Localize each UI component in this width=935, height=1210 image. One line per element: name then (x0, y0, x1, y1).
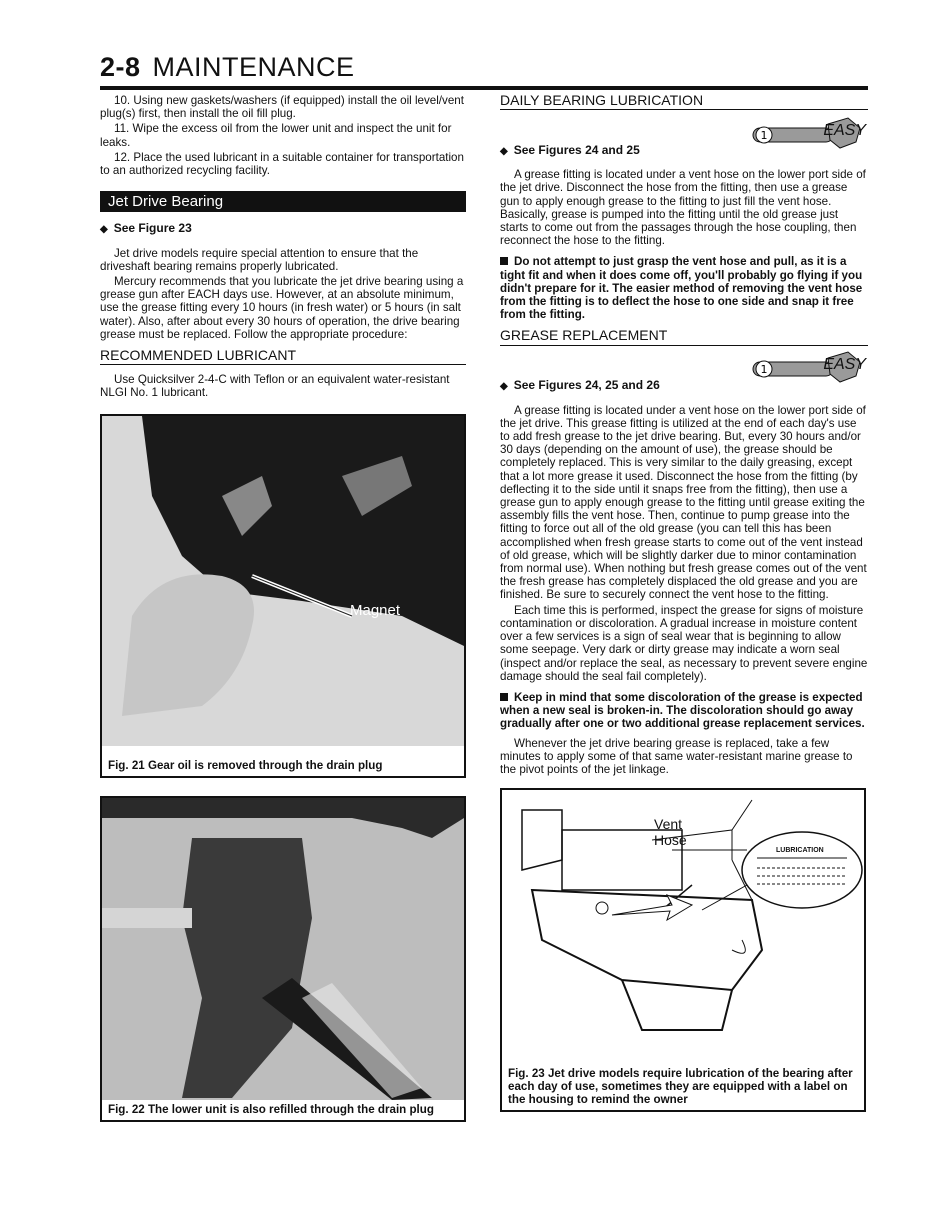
step-10: 10. Using new gaskets/washers (if equipped) install the oil level/vent plug(s) first, then install the oil fill plug. (100, 94, 464, 121)
daily-paragraph: A grease fitting is located under a vent hose on the lower port side of the jet drive. Disconnect the hose from the fitting, then use a grease gun to apply enough grease to the fitting to just fill the vent hose. Basically, grease is pumped into the fitting until the old grease just starts to come out from the passages through the hose coupling, then reconnect the hose to the fitting. (500, 168, 866, 248)
see-figures-text-2: See Figures 24, 25 and 26 (513, 378, 660, 393)
fig21-photo (102, 416, 464, 746)
see-figures-24-25 (500, 144, 640, 158)
square-bullet-icon (500, 257, 508, 265)
easy-difficulty-badge-2 (748, 348, 868, 388)
header-rule (100, 86, 868, 90)
fig23-caption: Fig. 23 Jet drive models require lubrication of the bearing after each day of use, sometimes they are equipped with a label on the housing to remind the owner (508, 1067, 853, 1107)
diamond-bullet-icon: ◆ (100, 224, 108, 236)
section-name: MAINTENANCE (152, 52, 355, 82)
recommended-lubricant-text: Use Quicksilver 2-4-C with Teflon or an equivalent water-resistant NLGI No. 1 lubricant. (100, 373, 450, 400)
step-11: 11. Wipe the excess oil from the lower unit and inspect the unit for leaks. (100, 122, 452, 149)
see-figure-text: See Figure 23 (113, 221, 192, 236)
replace-paragraph-1: A grease fitting is located under a vent hose on the lower port side of the jet drive. This grease fitting is utilized at the end of each day's use to add fresh grease to the jet drive bearing. But, every 30 hours and/or 30 days (depending on the amount of use), the grease should be completely replaced. This is very similar to the daily greasing, except that a lot more grease it used. Disconnect the hose from the fitting (by deflecting it to the side until it snaps free from the fitting), then use a grease gun to apply enough grease to the fitting until grease exiting the assembly fills the vent hose. Then, continue to pump grease into the fitting to force out all of the old grease (you can tell this has been accomplished when fresh grease starts to come out of the vent instead of old grease, which will be slightly darker due to minor contamination from normal use). When nothing but fresh grease comes out of the vent the fresh grease has completely displaced the old grease and you are finished. Be sure to securely connect the vent hose to the fitting. (500, 403, 867, 602)
svg-text:1: 1 (760, 129, 768, 143)
see-figure-23 (100, 222, 466, 236)
figure-22 (100, 796, 466, 1122)
section-number: 2-8 (100, 52, 141, 82)
diamond-bullet-icon: ◆ (500, 381, 508, 393)
right-column (500, 94, 868, 1112)
recommended-lubricant-heading: RECOMMENDED LUBRICANT (100, 349, 466, 365)
easy-label: EASY (823, 122, 866, 140)
final-paragraph: Whenever the jet drive bearing grease is replaced, take a few minutes to apply some of that same water-resistant marine grease to the pivot points of the jet linkage. (500, 736, 853, 776)
fig21-caption: Fig. 21 Gear oil is removed through the drain plug (108, 758, 383, 772)
replace-note-text: Keep in mind that some discoloration of the grease is expected when a new seal is broken-in. The discoloration should go away gradually after one or two additional grease replacement services. (500, 690, 865, 731)
replace-paragraph-2: Each time this is performed, inspect the grease for signs of moisture contamination or discoloration. A gradual increase in moisture content over a few services is a sign of seal wear that is beginning to allow some seepage. Very dark or dirty grease may indicate a worn seal (inspect and/or replace the seal, as necessary to prevent severe engine damage should the seal fail completely). (500, 603, 868, 683)
page-title (100, 52, 868, 83)
replace-note (500, 691, 868, 731)
step-12: 12. Place the used lubricant in a suitable container for transportation to an authorized recycling facility. (100, 150, 464, 178)
see-figures-text: See Figures 24 and 25 (513, 143, 640, 157)
see-figures-24-25-26 (500, 379, 660, 393)
daily-lubrication-heading: DAILY BEARING LUBRICATION (500, 94, 868, 110)
fig23-drawing (502, 790, 864, 1060)
figure-21 (100, 414, 466, 778)
square-bullet-icon (500, 693, 508, 701)
section-title-jet-drive-bearing: Jet Drive Bearing (100, 191, 466, 212)
daily-warning-note (500, 255, 868, 321)
svg-text:1: 1 (760, 362, 768, 376)
fig21-magnet-label: Magnet (350, 601, 401, 619)
fig22-photo (102, 798, 464, 1100)
daily-note-text: Do not attempt to just grasp the vent hose and pull, as it is a tight fit and when it does come off, you'll probably go flying if you didn't prepare for it. The easier method of removing the vent hose from the fitting is to deflect the hose to one side and snap it free from the fitting. (500, 255, 863, 322)
left-column (100, 94, 466, 1122)
fig23-hose-label: Hose (654, 832, 687, 849)
fig23-vent-label: Vent (654, 816, 683, 833)
page-header (100, 52, 868, 83)
figure-23 (500, 788, 866, 1112)
easy-difficulty-badge (748, 114, 868, 154)
jet-drive-paragraph-1: Jet drive models require special attention to ensure that the driveshaft bearing remains properly lubricated. (100, 246, 419, 273)
fig22-caption: Fig. 22 The lower unit is also refilled through the drain plug (108, 1102, 434, 1116)
jet-drive-paragraph-2: Mercury recommends that you lubricate the jet drive bearing using a grease gun after EACH days use. However, at an absolute minimum, use the grease fitting every 10 hours (in fresh water) or 5 hours (in salt water). Also, after about every 30 hours of operation, the drive bearing grease must be replaced. Follow the appropriate procedure: (100, 275, 464, 341)
easy-label-2: EASY (823, 355, 866, 373)
fig23-lubrication-label: LUBRICATION (776, 847, 824, 855)
diamond-bullet-icon: ◆ (500, 146, 508, 157)
grease-replacement-heading: GREASE REPLACEMENT (500, 329, 868, 345)
